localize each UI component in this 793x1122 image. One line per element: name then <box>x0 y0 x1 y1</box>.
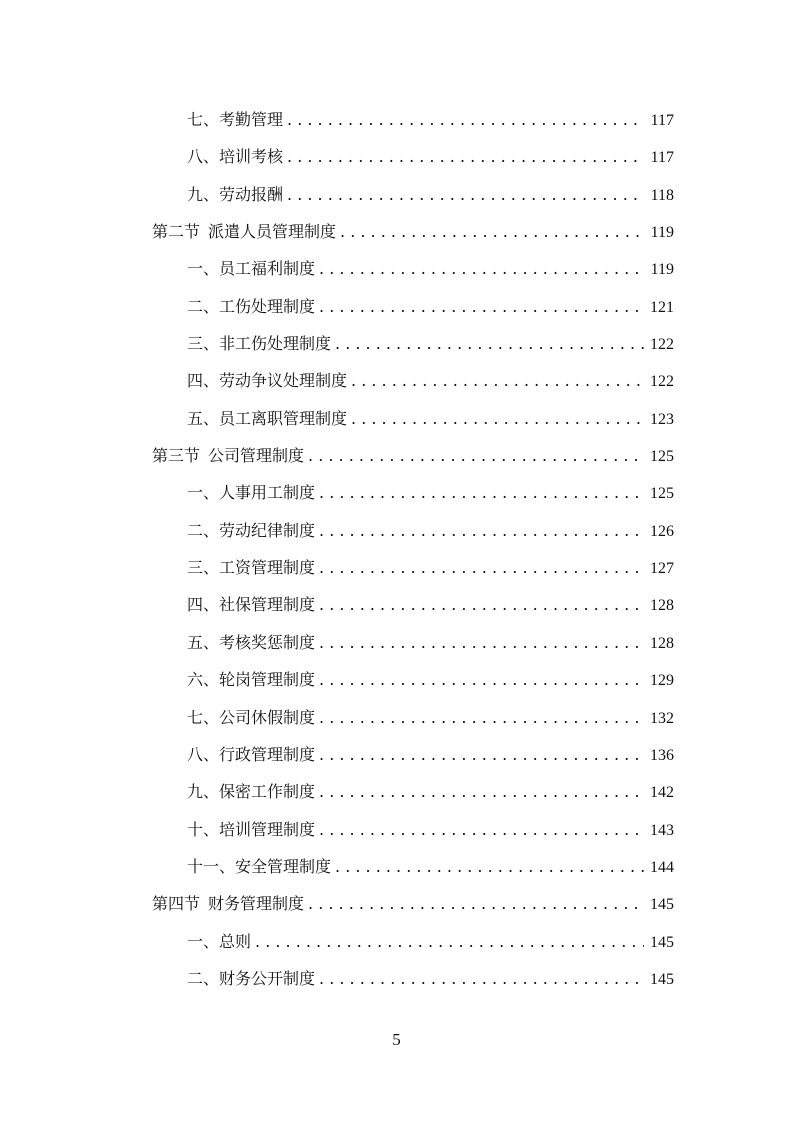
toc-dot-leader <box>308 885 644 922</box>
toc-page-number: 118 <box>650 186 674 204</box>
toc-entry[interactable] <box>152 549 674 586</box>
page-number: 5 <box>392 1030 401 1049</box>
toc-entry-label <box>152 213 336 250</box>
toc-section-number: 第三节 <box>152 446 201 466</box>
toc-entry-label <box>187 811 315 848</box>
toc-entry[interactable] <box>152 138 674 175</box>
toc-dot-leader <box>319 288 644 325</box>
toc-entry-title: 派遣人员管理制度 <box>208 222 337 242</box>
toc-entry-label <box>187 176 283 213</box>
toc-entry-title: 三、非工伤处理制度 <box>187 334 332 354</box>
toc-entry[interactable] <box>152 176 674 213</box>
toc-entry-title: 二、工伤处理制度 <box>187 296 316 316</box>
toc-entry[interactable] <box>152 923 674 960</box>
toc-entry-title: 财务管理制度 <box>208 894 305 914</box>
toc-entry[interactable] <box>152 773 674 810</box>
toc-entry-title: 十一、安全管理制度 <box>187 856 332 876</box>
toc-entry-title: 九、保密工作制度 <box>187 782 316 802</box>
toc-entry[interactable] <box>152 811 674 848</box>
toc-page-number: 129 <box>650 672 674 690</box>
toc-page-number: 122 <box>650 373 674 391</box>
toc-entry-label <box>152 885 304 922</box>
toc-dot-leader <box>308 437 644 474</box>
toc-page-number: 128 <box>650 597 674 615</box>
toc-page-number: 126 <box>650 522 674 540</box>
toc-dot-leader <box>255 923 644 960</box>
toc-entry-label <box>187 549 315 586</box>
toc-page-number: 145 <box>650 896 674 914</box>
toc-entry[interactable] <box>152 362 674 399</box>
toc-section-entry[interactable] <box>152 885 674 922</box>
toc-section-entry[interactable] <box>152 213 674 250</box>
toc-page-number: 123 <box>650 410 674 428</box>
toc-dot-leader <box>319 699 644 736</box>
toc-entry-label <box>187 250 315 287</box>
toc-dot-leader <box>319 773 644 810</box>
toc-entry[interactable] <box>152 624 674 661</box>
toc-dot-leader <box>287 176 644 213</box>
toc-entry-label <box>187 474 315 511</box>
toc-entry-title: 六、轮岗管理制度 <box>187 670 316 690</box>
toc-entry-title: 二、劳动纪律制度 <box>187 520 316 540</box>
toc-entry-title: 二、财务公开制度 <box>187 968 316 988</box>
toc-dot-leader <box>319 586 644 623</box>
toc-page-number: 145 <box>650 933 674 951</box>
toc-entry-title: 一、员工福利制度 <box>187 259 316 279</box>
toc-entry-label <box>187 624 315 661</box>
table-of-contents <box>152 101 674 997</box>
toc-page-number: 143 <box>650 821 674 839</box>
toc-dot-leader <box>351 400 644 437</box>
toc-page-number: 132 <box>650 709 674 727</box>
toc-page-number: 127 <box>650 560 674 578</box>
toc-entry-title: 十、培训管理制度 <box>187 819 316 839</box>
toc-entry[interactable] <box>152 101 674 138</box>
toc-entry-label <box>187 661 315 698</box>
toc-entry-title: 九、劳动报酬 <box>187 184 284 204</box>
toc-entry[interactable] <box>152 848 674 885</box>
toc-dot-leader <box>335 325 644 362</box>
toc-entry[interactable] <box>152 661 674 698</box>
toc-entry-label <box>187 138 283 175</box>
toc-dot-leader <box>340 213 644 250</box>
toc-entry-title: 五、员工离职管理制度 <box>187 408 348 428</box>
toc-entry-title: 五、考核奖惩制度 <box>187 632 316 652</box>
toc-entry[interactable] <box>152 288 674 325</box>
toc-dot-leader <box>335 848 644 885</box>
toc-dot-leader <box>319 624 644 661</box>
toc-dot-leader <box>287 138 644 175</box>
toc-dot-leader <box>319 661 644 698</box>
toc-page-number: 142 <box>650 784 674 802</box>
toc-page-number: 121 <box>650 298 674 316</box>
toc-section-number: 第四节 <box>152 894 201 914</box>
toc-entry[interactable] <box>152 512 674 549</box>
toc-dot-leader <box>319 549 644 586</box>
toc-page-number: 144 <box>650 858 674 876</box>
toc-dot-leader <box>319 250 644 287</box>
toc-entry-label <box>187 773 315 810</box>
toc-entry[interactable] <box>152 400 674 437</box>
toc-entry-label <box>187 923 251 960</box>
toc-entry-label <box>187 699 315 736</box>
toc-entry-label <box>187 512 315 549</box>
toc-entry-title: 七、考勤管理 <box>187 110 284 129</box>
toc-dot-leader <box>319 960 644 997</box>
toc-entry-title: 四、社保管理制度 <box>187 595 316 615</box>
toc-entry-label <box>187 325 331 362</box>
toc-page-number: 128 <box>650 634 674 652</box>
toc-page-number: 125 <box>650 448 674 466</box>
toc-entry[interactable] <box>152 250 674 287</box>
toc-entry[interactable] <box>152 474 674 511</box>
toc-entry-label <box>187 362 347 399</box>
toc-entry-label <box>187 288 315 325</box>
toc-dot-leader <box>287 101 644 138</box>
toc-entry-title: 一、总则 <box>187 931 252 951</box>
toc-entry[interactable] <box>152 699 674 736</box>
toc-entry[interactable] <box>152 960 674 997</box>
toc-dot-leader <box>319 811 644 848</box>
toc-entry[interactable] <box>152 586 674 623</box>
toc-entry-label <box>187 400 347 437</box>
toc-entry-title: 八、培训考核 <box>187 147 284 167</box>
toc-entry-label <box>187 960 315 997</box>
toc-section-entry[interactable] <box>152 437 674 474</box>
toc-dot-leader <box>351 362 644 399</box>
toc-page-number: 117 <box>650 149 674 167</box>
toc-entry-label <box>187 101 283 138</box>
toc-page-number: 119 <box>650 261 674 279</box>
toc-entry-label <box>152 437 304 474</box>
toc-entry-title: 八、行政管理制度 <box>187 744 316 764</box>
toc-page-number: 119 <box>650 224 674 242</box>
toc-page-number: 122 <box>650 336 674 354</box>
toc-dot-leader <box>319 474 644 511</box>
toc-section-number: 第二节 <box>152 222 201 242</box>
toc-page-number: 136 <box>650 746 674 764</box>
toc-entry[interactable] <box>152 325 674 362</box>
toc-entry-title: 三、工资管理制度 <box>187 558 316 578</box>
toc-page-number: 125 <box>650 485 674 503</box>
toc-entry-label <box>187 848 331 885</box>
toc-entry-label <box>187 586 315 623</box>
toc-dot-leader <box>319 512 644 549</box>
toc-entry[interactable] <box>152 736 674 773</box>
toc-entry-title: 四、劳动争议处理制度 <box>187 371 348 391</box>
toc-dot-leader <box>319 736 644 773</box>
toc-entry-title: 公司管理制度 <box>208 446 305 466</box>
toc-entry-title: 一、人事用工制度 <box>187 483 316 503</box>
toc-page-number: 145 <box>650 970 674 988</box>
toc-entry-title: 七、公司休假制度 <box>187 707 316 727</box>
toc-page-number: 117 <box>650 112 674 129</box>
toc-entry-label <box>187 736 315 773</box>
